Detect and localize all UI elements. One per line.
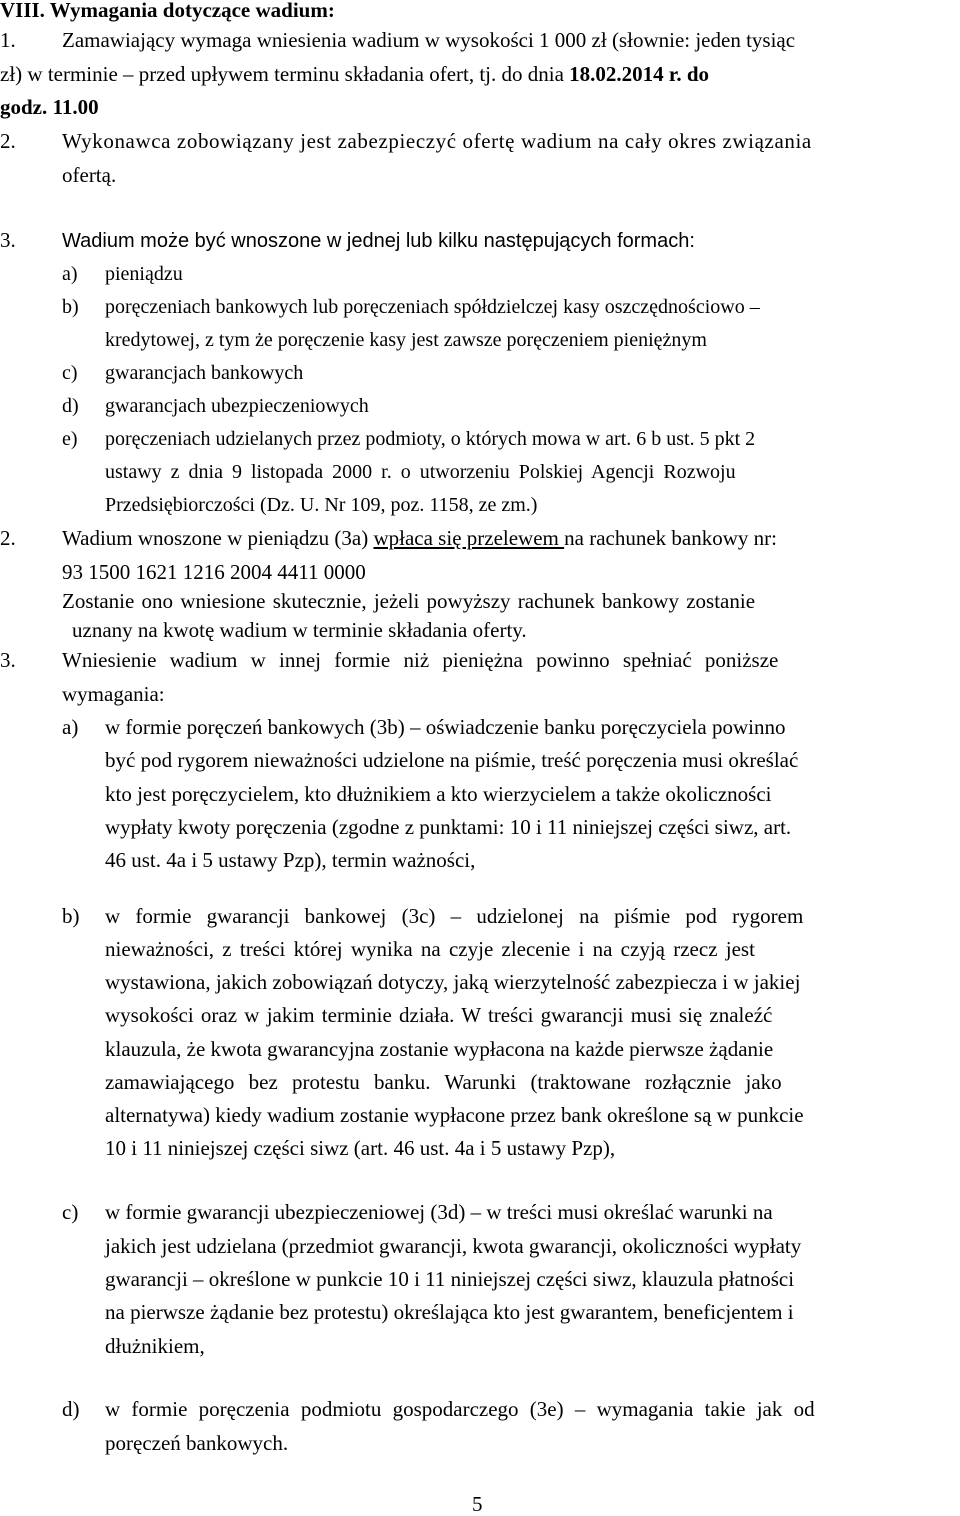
item-1-deadline: 18.02.2014 r. do: [569, 62, 709, 86]
req-c-line-4: na pierwsze żądanie bez protestu) określająca kto jest gwarantem, beneficjentem i: [105, 1300, 794, 1324]
req-b-line-7: alternatywa) kiedy wadium zostanie wypłacone przez bank określone są w punkcie: [105, 1103, 804, 1127]
item-3a-text: pieniądzu: [105, 263, 183, 285]
item-3e-line-1: poręczeniach udzielanych przez podmioty, o których mowa w art. 6 b ust. 5 pkt 2: [105, 428, 756, 450]
item-3e-label: e): [62, 428, 78, 450]
req-a-line-2: być pod rygorem nieważności udzielone na piśmie, treść poręczenia musi określać: [105, 748, 799, 772]
item-3c-text: gwarancjach bankowych: [105, 362, 304, 384]
item-3-2-line-2: wymagania:: [62, 682, 165, 706]
item-2-line-1: Wykonawca zobowiązany jest zabezpieczyć ofertę wadium na cały okres związania: [62, 129, 812, 153]
item-2-number: 2.: [0, 129, 16, 153]
req-c-line-1: w formie gwarancji ubezpieczeniowej (3d) – w treści musi określać warunki na: [105, 1200, 773, 1224]
page-number: 5: [472, 1492, 483, 1516]
item-1-line-1: Zamawiający wymaga wniesienia wadium w wysokości 1 000 zł (słownie: jeden tysiąc: [62, 28, 796, 52]
req-a-line-3: kto jest poręczycielem, kto dłużnikiem a kto wierzycielem a także okoliczności: [105, 782, 772, 806]
item-3-2-line-1: Wniesienie wadium w innej formie niż pieniężna powinno spełniać poniższe: [62, 648, 779, 672]
req-a-label: a): [62, 715, 79, 739]
item-3b-line-2: kredytowej, z tym że poręczenie kasy jest zawsze poręczeniem pieniężnym: [105, 329, 707, 351]
item-2b-line-1-end: na rachunek bankowy nr:: [564, 526, 777, 550]
item-2b-number: 2.: [0, 526, 16, 550]
req-b-line-1: w formie gwarancji bankowej (3c) – udzielonej na piśmie pod rygorem: [105, 904, 804, 928]
item-3e-line-2: ustawy z dnia 9 listopada 2000 r. o utworzeniu Polskiej Agencji Rozwoju: [105, 461, 736, 483]
item-2-line-2: ofertą.: [62, 163, 117, 187]
req-d-line-2: poręczeń bankowych.: [105, 1431, 289, 1455]
item-2b-line-1-text: Wadium wnoszone w pieniądzu (3a): [62, 526, 374, 550]
req-a-line-5: 46 ust. 4a i 5 ustawy Pzp), termin ważności,: [105, 848, 476, 872]
item-1-number: 1.: [0, 28, 16, 52]
req-b-line-6: zamawiającego bez protestu banku. Warunki (traktowane rozłącznie jako: [105, 1070, 782, 1094]
item-1-line-3: godz. 11.00: [0, 95, 99, 119]
req-b-line-2: nieważności, z treści której wynika na czyje zlecenie i na czyją rzecz jest: [105, 937, 755, 961]
req-c-line-2: jakich jest udzielana (przedmiot gwarancji, kwota gwarancji, okoliczności wypłaty: [105, 1234, 802, 1258]
req-c-line-5: dłużnikiem,: [105, 1334, 205, 1358]
item-2b-line-3: Zostanie ono wniesione skutecznie, jeżeli powyższy rachunek bankowy zostanie: [62, 589, 756, 613]
item-3b-number: 3.: [0, 648, 16, 672]
req-b-label: b): [62, 904, 80, 928]
req-c-label: c): [62, 1200, 79, 1224]
item-2b-line-1: [62, 528, 777, 549]
req-a-line-4: wypłaty kwoty poręczenia (zgodne z punktami: 10 i 11 niniejszej części siwz, art.: [105, 815, 792, 839]
item-3-line-1: Wadium może być wnoszone w jednej lub kilku następujących formach:: [62, 230, 695, 252]
item-1-line-2: [0, 64, 709, 85]
item-3e-line-3: Przedsiębiorczości (Dz. U. Nr 109, poz. 1158, ze zm.): [105, 494, 538, 516]
req-c-line-3: gwarancji – określone w punkcie 10 i 11 niniejszej części siwz, klauzula płatności: [105, 1267, 795, 1291]
item-1-line-2-text: zł) w terminie – przed upływem terminu składania ofert, tj. do dnia: [0, 62, 570, 86]
req-b-line-8: 10 i 11 niniejszej części siwz (art. 46 ust. 4a i 5 ustawy Pzp),: [105, 1136, 616, 1160]
item-3a-label: a): [62, 263, 78, 285]
item-3b-label: b): [62, 296, 79, 318]
bank-account-number: 93 1500 1621 1216 2004 4411 0000: [62, 560, 366, 584]
req-b-line-4: wysokości oraz w jakim terminie działa. W treści gwarancji musi się znaleźć: [105, 1003, 773, 1027]
req-d-line-1: w formie poręczenia podmiotu gospodarczego (3e) – wymagania takie jak od: [105, 1397, 815, 1421]
item-3c-label: c): [62, 362, 78, 384]
section-heading: VIII. Wymagania dotyczące wadium:: [0, 0, 335, 22]
item-3d-label: d): [62, 395, 79, 417]
item-3b-line-1: poręczeniach bankowych lub poręczeniach spółdzielczej kasy oszczędnościowo –: [105, 296, 760, 318]
item-2b-underlined: wpłaca się przelewem: [373, 526, 565, 550]
req-b-line-5: klauzula, że kwota gwarancyjna zostanie wypłacona na każde pierwsze żądanie: [105, 1037, 774, 1061]
item-2b-line-4: uznany na kwotę wadium w terminie składania oferty.: [72, 618, 527, 642]
req-d-label: d): [62, 1397, 80, 1421]
item-3d-text: gwarancjach ubezpieczeniowych: [105, 395, 369, 417]
req-b-line-3: wystawiona, jakich zobowiązań dotyczy, jaką wierzytelność zabezpiecza i w jakiej: [105, 970, 801, 994]
req-a-line-1: w formie poręczeń bankowych (3b) – oświadczenie banku poręczyciela powinno: [105, 715, 786, 739]
item-3-number: 3.: [0, 228, 16, 252]
